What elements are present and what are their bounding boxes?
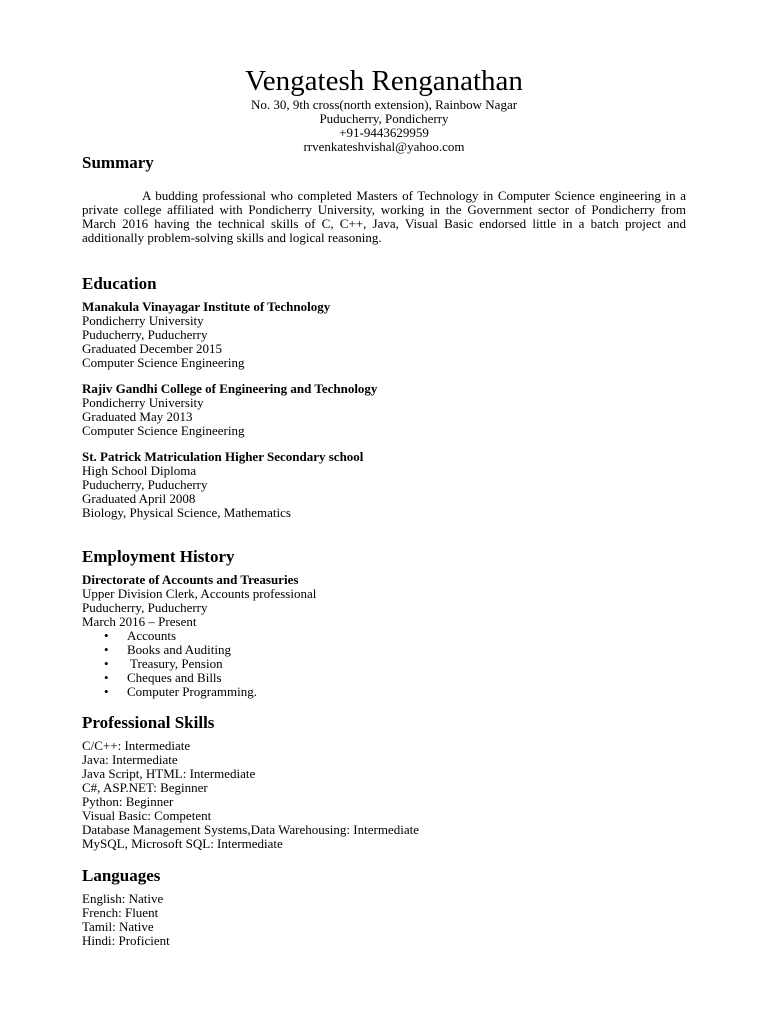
duty-text: Computer Programming. bbox=[127, 684, 257, 699]
job-dates: March 2016 – Present bbox=[82, 614, 197, 629]
languages-section bbox=[82, 866, 686, 948]
employer-name: Directorate of Accounts and Treasuries bbox=[82, 572, 299, 587]
job-location: Puducherry, Puducherry bbox=[82, 600, 208, 615]
language-item: Hindi: Proficient bbox=[82, 933, 170, 948]
education-heading: Education bbox=[82, 274, 157, 293]
address-line-1: No. 30, 9th cross(north extension), Rainbow Nagar bbox=[250, 97, 518, 112]
list-item bbox=[104, 642, 686, 657]
education-entry bbox=[82, 382, 686, 438]
candidate-name: Vengatesh Renganathan bbox=[245, 65, 523, 97]
education-detail: Computer Science Engineering bbox=[82, 423, 245, 438]
education-entry bbox=[82, 300, 686, 370]
bullet-icon: • bbox=[104, 670, 109, 685]
skill-item: Database Management Systems,Data Warehousing: Intermediate bbox=[82, 822, 419, 837]
employment-entry bbox=[82, 573, 686, 699]
phone-number: +91-9443629959 bbox=[339, 125, 429, 140]
skill-item: MySQL, Microsoft SQL: Intermediate bbox=[82, 836, 283, 851]
skills-list bbox=[82, 739, 686, 851]
skill-item: C#, ASP.NET: Beginner bbox=[82, 780, 208, 795]
language-item: French: Fluent bbox=[82, 905, 159, 920]
address-line-2: Puducherry, Pondicherry bbox=[319, 111, 449, 126]
bullet-icon: • bbox=[104, 656, 109, 671]
skill-item: C/C++: Intermediate bbox=[82, 738, 191, 753]
list-item bbox=[104, 684, 686, 699]
summary-heading: Summary bbox=[82, 153, 154, 172]
bullet-icon: • bbox=[104, 684, 109, 699]
institution-name: Manakula Vinayagar Institute of Technology bbox=[82, 299, 331, 314]
education-detail: Pondicherry University bbox=[82, 313, 204, 328]
skill-item: Visual Basic: Competent bbox=[82, 808, 212, 823]
skill-item: Python: Beginner bbox=[82, 794, 174, 809]
education-detail: Biology, Physical Science, Mathematics bbox=[82, 505, 291, 520]
skills-heading: Professional Skills bbox=[82, 713, 215, 732]
education-section bbox=[82, 274, 686, 520]
education-entry bbox=[82, 450, 686, 520]
language-item: English: Native bbox=[82, 891, 164, 906]
education-detail: Puducherry, Puducherry bbox=[82, 477, 208, 492]
employment-heading: Employment History bbox=[82, 547, 235, 566]
list-item bbox=[104, 628, 686, 643]
languages-list bbox=[82, 892, 686, 948]
job-title: Upper Division Clerk, Accounts professional bbox=[82, 586, 317, 601]
resume-header bbox=[0, 64, 768, 154]
bullet-icon: • bbox=[104, 642, 109, 657]
education-detail: Puducherry, Puducherry bbox=[82, 327, 208, 342]
education-detail: Graduated April 2008 bbox=[82, 491, 196, 506]
skill-item: Java: Intermediate bbox=[82, 752, 178, 767]
education-detail: Pondicherry University bbox=[82, 395, 204, 410]
email-address: rrvenkateshvishal@yahoo.com bbox=[303, 139, 465, 154]
skills-section bbox=[82, 713, 686, 851]
duty-text: Accounts bbox=[127, 628, 177, 643]
skill-item: Java Script, HTML: Intermediate bbox=[82, 766, 256, 781]
education-detail: Graduated May 2013 bbox=[82, 409, 193, 424]
duty-text: Books and Auditing bbox=[127, 642, 232, 657]
education-detail: Computer Science Engineering bbox=[82, 355, 245, 370]
duties-list bbox=[82, 629, 686, 699]
institution-name: St. Patrick Matriculation Higher Secondary school bbox=[82, 449, 364, 464]
list-item bbox=[104, 670, 686, 685]
duty-text: Treasury, Pension bbox=[127, 656, 223, 671]
education-detail: Graduated December 2015 bbox=[82, 341, 223, 356]
duty-text: Cheques and Bills bbox=[127, 670, 222, 685]
languages-heading: Languages bbox=[82, 866, 161, 885]
language-item: Tamil: Native bbox=[82, 919, 154, 934]
employment-section bbox=[82, 547, 686, 699]
education-detail: High School Diploma bbox=[82, 463, 197, 478]
bullet-icon: • bbox=[104, 628, 109, 643]
summary-section bbox=[82, 153, 686, 245]
institution-name: Rajiv Gandhi College of Engineering and Technology bbox=[82, 381, 378, 396]
summary-body: A budding professional who completed Masters of Technology in Computer Science engineering in a private college affiliated with Pondicherry University, working in the Government sector of Pondicherry from March 2016 having the technical skills of C, C++, Java, Visual Basic endorsed little in a batch project and additionally problem-solving skills and logical reasoning. bbox=[82, 188, 686, 245]
list-item bbox=[104, 656, 686, 671]
